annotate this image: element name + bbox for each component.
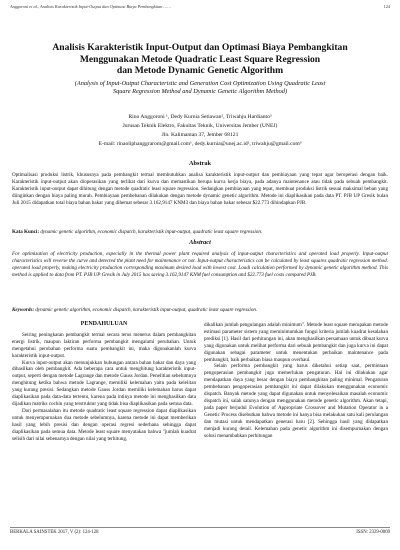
kata-kunci-text: dynamic genetic algorithm, economic dispatch, karakteristik input-output, quadratic least square regression.	[40, 229, 263, 235]
body-paragraph: Dari permasalahan itu metode quadratic least square regression dapat diaplikasikan untuk menyempurnakan dua metode sebelumnya, karena metode ini dapat memberikan hasil yang lebih presisi dan dengan operasi regresi sederhana sehingga dapat diaplikasikan pada semua data. Metode least square menyatakan bahwa "jumlah kuadrat selisih dari nilai sebenarnya dengan nilai yang terhitung,	[12, 407, 196, 442]
subtitle-line-2: Square Regression Method and Dynamic Genetic Algorithm Method)	[112, 87, 288, 95]
body-paragraph: dikalikan jumlah pengulangan adalah minimum". Metode least square merupakan metode estimasi parameter sistem yang meminimumkan fungsi kriteria jumlah kuadrat kesalahan prediksi [1]. Hasil dari perhitungan ini, akan menghasilkan persamaan untuk dibuat kurva yang digunakan untuk melihat performa dari sebuah pembangkit dan juga kurva ini dapat digunakan sebagai parameter untuk menentukan perbaikan maintenance pada pembangkit, baik perbaikan biasa maupun overhaul.	[204, 322, 388, 363]
footer-divider	[10, 527, 390, 528]
journal-citation: BERKALA SAINSTEK 2017, V (2): 124-128	[10, 530, 99, 535]
abstract-text: For optimization of electricity production, especially in the thermal power plant required analysis of input-output characteristics and operated load properly. Input-output characteristics will reverse the curve and detected the plant need for maintenance or not. Input-output characteristics can be calculated by least squares quadratic regression method. operated load properly, making electricity production corresponding maximum desired load with lowest cost. Loadi calculation performed by dynamic genetic algorithm method. This method is applied to data from PT. PJB UP Gresik in July 2015 has saving 3.162,9147 KNM fuel consumption and $22.773 fuel costs compared PJB.	[12, 251, 388, 278]
author-emails: E-mail: rinaoliphanggrarom@gmail.com¹, dedy.kurnia@unej.ac.id², triwahju@gmail.com³	[98, 141, 302, 147]
body-paragraph: Kurva input-output akan menunjukkan hubungan antara bahan bakar dan daya yang dihasilkan oleh pembangkit. Ada beberapa cara untuk menghitung karakteristik input-output, seperti dengan metode Lagrange dan metode Gauss Jordan. Penelitian sebelumnya menghitung ketika bahwa metode Lagrange, memiliki kelemahan yaitu pada kelelitan yang kurang presisi. Sedangkan metode Gauss Jordan memiliki kelemahan harus dapat diaplikasikan pada data-data tertentu, karena pada intinya metode ini menghasilkan data dijadikan matriks cochin yang terstruktur yang tidak bisa diaplikasikan pada semua data.	[12, 359, 196, 407]
title-line-3: dan Metode Dynamic Genetic Algorithm	[116, 65, 284, 76]
affiliation-2: Jln. Kalimantan 37, Jember 68121	[161, 132, 239, 138]
title-line-1: Analisis Karakteristik Input-Output dan Optimasi Biaya Pembangkitan	[52, 42, 348, 53]
keywords-label: Keywords:	[12, 307, 35, 313]
paper-subtitle	[30, 80, 370, 96]
affiliation-1: Jurusan Teknik Elektro, Fakultas Teknik, Universitas Jember (UNEJ)	[122, 123, 278, 129]
section-heading-pendahuluan: PENDAHULUAN	[80, 321, 128, 327]
abstrak-text: Optimalisasi produksi listrik, khususnya pada pembangkit termal membutuhkan analisa karakteristik input-output dan pembiayaan yang tepat agar beroperasi dengan baik. Karakteristik input-output akan dioperasikan yang terlihat dari kurva dan memastikan berupa kurva kerja biaya, pada adanya maintenance atau tidak pada sebuah pembangkit. Karakteristik input-output dapat dihitung dengan metode quadratic least square regression. Sedangkan pembiayaan yang tepat, membuat produksi listrik sesuai maksimal beban yang diinginkan dengan biaya paling murah. Pembiayaan pembebanan dilakukan dengan metode dynamic genetic algorithm. Metode ini diaplikasikan pada data PT. PJB UP Gresik bulan Juli 2015 didapatkan total biaya bahan bakar yang dihemat sebesar 3.162,9147 KNM3 dan biaya bahan bakar sebesar $22.773 dihindapkan PJB.	[12, 172, 388, 206]
page-number: 124	[383, 4, 390, 9]
keywords	[12, 307, 388, 313]
paper-title	[40, 42, 360, 77]
left-column	[12, 318, 196, 442]
kata-kunci-label: Kata Kunci:	[12, 229, 40, 235]
keywords-text: dynamic genetic algorithm, economic dispatch, karakteristik input-output, quadratic least square regression.	[35, 307, 258, 313]
running-title: Anggoroni et al., Analisis Karakteristik Input-Output dan Optimasi Biaya Pembangkitan ……	[10, 4, 172, 9]
subtitle-line-1: (Analysis of Input-Output Characteristic and Generation Cost Optimization Using Quadratic Least	[74, 80, 326, 87]
right-column	[204, 322, 388, 439]
author-block	[30, 113, 370, 149]
abstrak-heading: Abstrak	[188, 160, 212, 167]
issn: ISSN: 2339-0069	[356, 530, 390, 535]
title-line-2: Menggunakan Metode Quadratic Least Square Regression	[79, 53, 321, 65]
running-header	[10, 4, 390, 16]
body-paragraph: Seiring peningkatan pembangkit termal secara terus menerus dalam pembangkitan energi listrik, maupun laktiran performa pembangkit mengalami perubahan. Untuk mengetahui perubahan performa suatu pembangkit ini, maka digunakanlah kurva karakteristik input-output.	[12, 331, 196, 359]
kata-kunci	[12, 229, 388, 235]
abstract-heading: Abstract	[189, 239, 211, 246]
author-names: Rino Anggoroni ¹, Dedy Kurnia Setiawan², Triwahju Hardianto³	[128, 114, 272, 120]
body-paragraph: Selain performa pembangkit yang harus diketahui setiap saat, permintaan pengoperasian pembangkit juga memerlukan pengaturan. Hal ini dilakukan agar mendapatkan daya yang besar dengan biaya pembangkitan paling minimal. Pengaturan pembebanan pengoperasian pembangkit ini dapat dilakukan menggunakan economic dispatch. Banyak metode yang dapat digunakan untuk menyelesaikan masalah economic dispatch ini, salah satunya dengan menggunakan metode genetic algorithm. Akan tetapi, pada paper berjudul Evolution of Appropriate Crossover and Mutation Operator in a Genetic Process disebutkan bahwa metode ini hanya bisa melakukan satu kali perulangan dan mutasi untuk mendapatkan generasi baru [2]. Sehingga hasil yang didapatkan menjadi kurang detail. Kelemahan pada genetic algorithm ini disempurnakan dengan solusi menambahkan perhitungan	[204, 363, 388, 439]
